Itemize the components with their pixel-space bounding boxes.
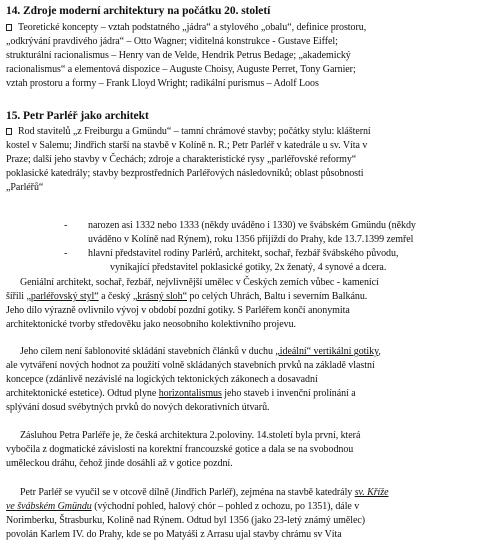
paragraph-line: ale vytváření nových hodnot za použití volně skládaných stavebních prvků na základě vlastní [6, 360, 375, 371]
intro-line: Rod stavitelů „z Freiburgu a Gmündu“ – tamní chrámové stavby; počátky stylu: klášterní [6, 125, 371, 138]
paragraph-line: Jeho cílem není šablonovité skládání stavebních článků v duchu „ideální“ vertikální gotiky, [20, 346, 381, 357]
paragraph-line: Petr Parléř se vyučil se v otcově dílně (Jindřich Parléř), zejména na stavbě katedrály sv. Kříže [20, 487, 389, 498]
paragraph-line: splývání dosud svébytných prvků do nových dekorativních útvarů. [6, 402, 270, 413]
intro-line: „Parléřů“ [6, 182, 44, 193]
idealni-vertikalni-gotika-link[interactable]: „ideální“ vertikální gotiky [275, 346, 379, 357]
paragraph-line: architektonické estetice). Odtud plyne horizontalismus jeho staveb i invenční prolínání a [6, 388, 356, 399]
checkbox-bullet-icon [6, 128, 12, 135]
gmund-link[interactable]: ve švábském Gmündu [6, 501, 92, 512]
paragraph-line: Zásluhou Petra Parléře je, že česká architektura 2.poloviny. 14.století byla první, která [20, 430, 361, 441]
intro-line: poklasické katedrály; stavby bezprostředních Parléřových následovníků; oblast působnosti [6, 168, 364, 179]
dash-bullet-icon: - [64, 248, 68, 259]
paragraph-line: povolán Karlem IV. do Prahy, kde se po Matyáši z Arrasu ujal stavby chrámu sv Víta [6, 529, 342, 540]
paragraph-line: ve švábském Gmündu (východní pohled, halový chór – pohled z ochozu, po 1351), dále v [6, 501, 360, 512]
paragraph-line: architektonické tvorby středověku jako neosobního kolektivního projevu. [6, 319, 296, 330]
section-15-heading: 15. Petr Parléř jako architekt [6, 110, 149, 122]
paragraph-line: uměleckou dráhu, čehož jinde dosáhli až v gotice pozdní. [6, 458, 233, 469]
bullet-line: narozen asi 1332 nebo 1333 (někdy uváděno i 1330) ve švábském Gmündu (někdy [88, 220, 416, 231]
section-14-line: strukturální racionalismus – Henry van de Velde, Hendrik Petrus Bedage; „akademický [6, 50, 351, 61]
paragraph-line: Jeho dílo výrazně ovlivnilo vývoj v období pozdní gotiky. S Parléřem končí anonymita [6, 305, 350, 316]
horizontalismus-link[interactable]: horizontalismus [158, 388, 222, 399]
paragraph-line: koncepce (zdánlivě nezávislé na logických tektonických zákonech a dosavadní [6, 374, 318, 385]
intro-line: Praze; další jeho stavby v Čechách; zdroje a charakteristické rysy „parléřovské reformy“ [6, 154, 357, 165]
paragraph-line: vybočila z dogmatické závislosti na korektní francouzské gotice a dala se na svobodnou [6, 444, 354, 455]
bullet-line: vynikající představitel poklasické gotiky, 2x ženatý, 4 synové a dcera. [110, 262, 387, 273]
sv-krize-link[interactable]: sv. Kříže [354, 487, 389, 498]
section-14-line: racionalismus“ a elementová dispozice – Auguste Choisy, Auguste Perret, Tony Garnier; [6, 64, 356, 75]
dash-bullet-icon: - [64, 220, 68, 231]
section-14-line: Teoretické koncepty – vztah podstatného „jádra“ a stylového „obalu“, definice prostoru, [6, 21, 366, 34]
section-14-line: vztah prostoru a formy – Frank Lloyd Wright; radikální purismus – Adolf Loos [6, 78, 319, 89]
intro-line: kostel v Salemu; Jindřich starší na stavbě v Kolíně n. R.; Petr Parléř v katedrále u sv. Víta v [6, 140, 368, 151]
checkbox-bullet-icon [6, 24, 12, 31]
paragraph-line: šířili „parléřovský styl“ a český „krásný sloh“ po celých Uhrách, Baltu i severním Balkánu. [6, 291, 368, 302]
krasny-sloh-link[interactable]: „krásný sloh“ [132, 291, 187, 302]
section-14-line: „odkrývání pravdivého jádra“ – Otto Wagner; viditelná konstrukce - Gustave Eiffel; [6, 36, 338, 47]
parlerovsky-styl-link[interactable]: „parléřovský styl“ [26, 291, 99, 302]
paragraph-line: Norimberku, Štrasburku, Kolíně nad Rýnem. Odtud byl 1356 (jako 23-letý známý umělec) [6, 515, 366, 526]
bullet-line: uváděno v Kolíně nad Rýnem), roku 1356 přijíždí do Prahy, kde 13.7.1399 zemřel [88, 234, 414, 245]
bullet-line: hlavní představitel rodiny Parlérů, architekt, sochař, řezbář švábského původu, [88, 248, 399, 259]
paragraph-line: Geniální architekt, sochař, řezbář, nejvlivnější umělec v Českých zemích vůbec - kamenící [20, 277, 379, 288]
section-14-heading: 14. Zdroje moderní architektury na počátku 20. století [6, 5, 271, 17]
